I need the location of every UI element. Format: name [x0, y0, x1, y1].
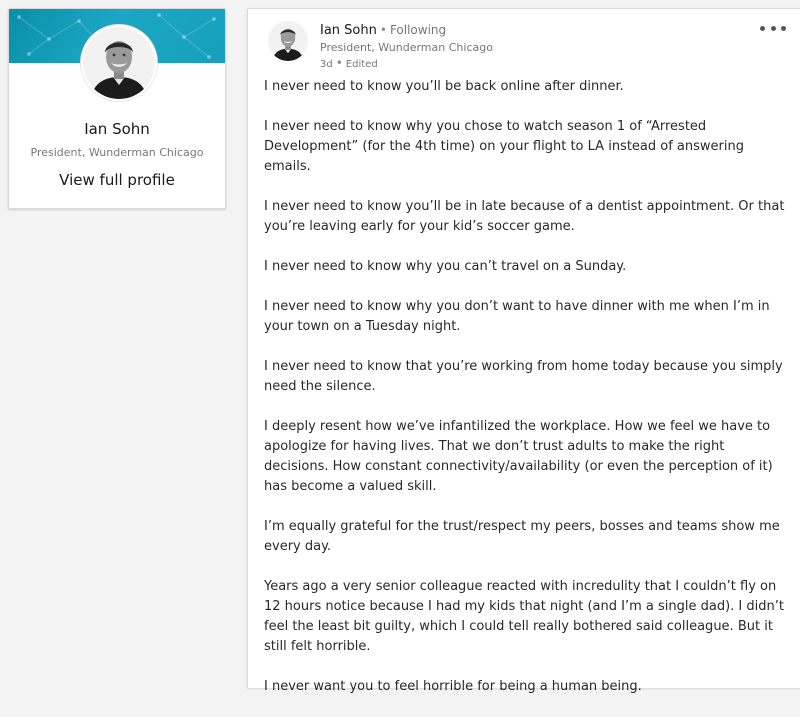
follow-status[interactable]: Following: [389, 23, 447, 37]
post-paragraph: I never need to know you’ll be back online after dinner.: [264, 79, 624, 94]
post-meta: [320, 56, 378, 70]
post-age: 3d: [320, 59, 333, 70]
view-full-profile-link[interactable]: View full profile: [59, 171, 175, 189]
post-paragraph: I’m equally grateful for the trust/respect my peers, bosses and teams show me every day.: [264, 519, 780, 554]
profile-name[interactable]: Ian Sohn: [84, 120, 150, 138]
post-card: [247, 8, 800, 694]
post-paragraph: I never want you to feel horrible for being a human being.: [264, 679, 642, 694]
post-paragraph: I never need to know that you’re working from home today because you simply need the silence.: [264, 359, 783, 394]
separator-dot: •: [335, 56, 343, 70]
profile-avatar[interactable]: [81, 25, 157, 101]
post-author-line: [320, 23, 446, 38]
profile-card: [8, 8, 226, 209]
post-edited: Edited: [345, 59, 378, 70]
post-paragraph: I never need to know why you chose to watch season 1 of “Arrested Development” (for the 4th time) on your flight to LA instead of answering emails.: [264, 119, 744, 174]
post-author-headline: President, Wunderman Chicago: [320, 41, 493, 54]
post-paragraph: Years ago a very senior colleague reacted with incredulity that I couldn’t fly on 12 hours notice because I had my kids that night (and I’m a single dad). I didn’t feel the least bit guilty, which I could tell really bothered said colleague. But it still felt horrible.: [264, 579, 784, 654]
profile-headline: President, Wunderman Chicago: [30, 146, 204, 159]
post-paragraph: I never need to know why you can’t travel on a Sunday.: [264, 259, 627, 274]
more-horizontal-icon[interactable]: [760, 21, 786, 35]
post-body: [264, 77, 792, 717]
author-avatar[interactable]: [268, 21, 308, 61]
post-author-name[interactable]: Ian Sohn: [320, 23, 377, 38]
post-paragraph: I never need to know you’ll be in late because of a dentist appointment. Or that you’re leaving early for your kid’s soccer game.: [264, 199, 785, 234]
separator-dot: •: [379, 23, 387, 37]
post-paragraph: I never need to know why you don’t want to have dinner with me when I’m in your town on a Tuesday night.: [264, 299, 770, 334]
post-paragraph: I deeply resent how we’ve infantilized the workplace. How we feel we have to apologize for having lives. That we don’t trust adults to make the right decisions. How constant connectivity/availability (or even the perception of it) has become a valued skill.: [264, 419, 773, 494]
